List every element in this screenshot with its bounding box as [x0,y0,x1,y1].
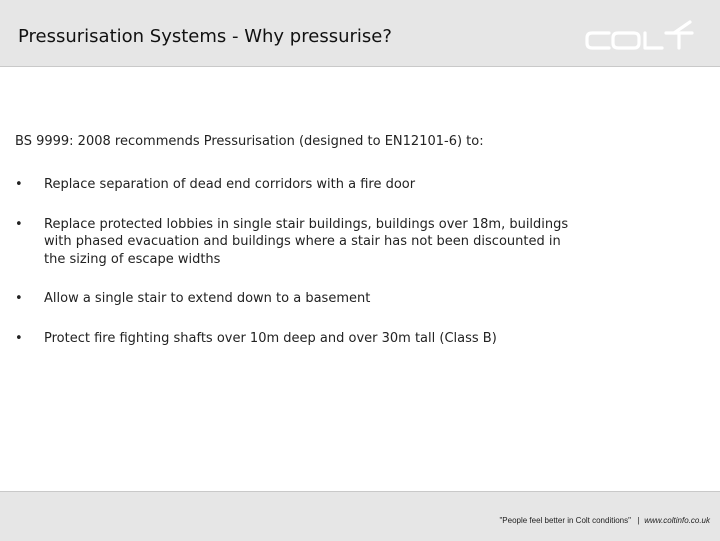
footer-url-link[interactable]: www.coltinfo.co.uk [644,516,710,525]
footer-slogan: "People feel better in Colt conditions" [499,516,631,525]
slide-header [0,0,720,67]
bullet-item [15,176,575,194]
bullet-icon: • [15,177,23,192]
bullet-item [15,290,575,308]
colt-logo-icon [582,18,700,56]
bullet-list [15,176,575,347]
footer-separator: | [637,516,640,525]
bullet-item [15,330,575,348]
bullet-item [15,216,575,269]
bullet-text: Allow a single stair to extend down to a basement [44,291,371,306]
footer-tagline [499,516,710,525]
bullet-icon: • [15,330,23,346]
bullet-icon: • [15,216,23,232]
bullet-text: Replace separation of dead end corridors with a fire door [44,177,416,192]
slide-title: Pressurisation Systems - Why pressurise? [18,26,392,47]
intro-text: BS 9999: 2008 recommends Pressurisation (designed to EN12101-6) to: [15,134,484,149]
bullet-icon: • [15,291,23,306]
bullet-text: Protect fire fighting shafts over 10m deep and over 30m tall (Class B) [44,330,497,346]
slide-footer [0,491,720,541]
bullet-text: Replace protected lobbies in single stair buildings, buildings over 18m, buildings with phased evacuation and buildings where a stair has not been discounted in the sizing of escape widths [44,216,569,267]
